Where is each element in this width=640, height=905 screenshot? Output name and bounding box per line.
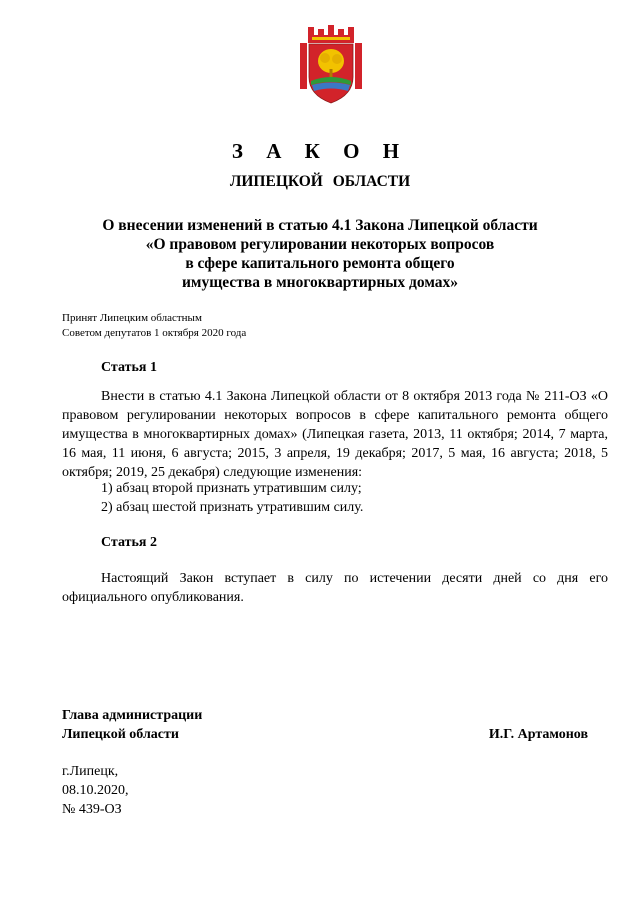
footer-number: № 439-ОЗ [62,802,122,817]
law-subject [60,216,580,292]
article-1-item: 1) абзац второй признать утратившим силу; [101,481,362,496]
coat-of-arms-icon [300,25,362,105]
law-title: З А К О Н [231,139,409,163]
subject-line: «О правовом регулировании некоторых вопросов [145,236,495,253]
signatory-name: И.Г. Артамонов [488,727,588,742]
document-footer [62,762,129,819]
adoption-line: Советом депутатов 1 октября 2020 года [62,327,247,339]
position-line: Глава администрации [62,708,203,723]
article-1-item: 2) абзац шестой признать утратившим силу. [101,500,364,515]
position-line: Липецкой области [62,727,179,742]
article-1-title: Статья 1 [101,360,157,375]
footer-city: г.Липецк, [62,764,119,779]
signatory-position [62,706,202,744]
adoption-note [62,311,246,341]
subject-line: О внесении изменений в статью 4.1 Закона Липецкой области [102,217,538,234]
subject-line: имущества в многоквартирных домах» [181,274,459,291]
article-2-title: Статья 2 [101,535,157,550]
article-2-body: Настоящий Закон вступает в силу по истечении десяти дней со дня его официального опубликования. [62,571,608,605]
article-1-body: Внести в статью 4.1 Закона Липецкой области от 8 октября 2013 года № 211-ОЗ «О правовом регулировании некоторых вопросов в сфере капитального ремонта общего имущества в многоквартирных домах» (Липецкая газета, 2013, 11 октября; 2014, 7 марта, 16 мая, 11 июня, 6 августа; 2015, 3 апреля, 19 декабря; 2017, 5 мая, 16 августа; 2018, 5 октября; 2019, 25 декабря) следующие изменения: [62,389,608,480]
region-title: ЛИПЕЦКОЙ ОБЛАСТИ [229,173,411,190]
adoption-line: Принят Липецким областным [62,312,202,324]
subject-line: в сфере капитального ремонта общего [185,255,455,272]
footer-date: 08.10.2020, [62,783,129,798]
